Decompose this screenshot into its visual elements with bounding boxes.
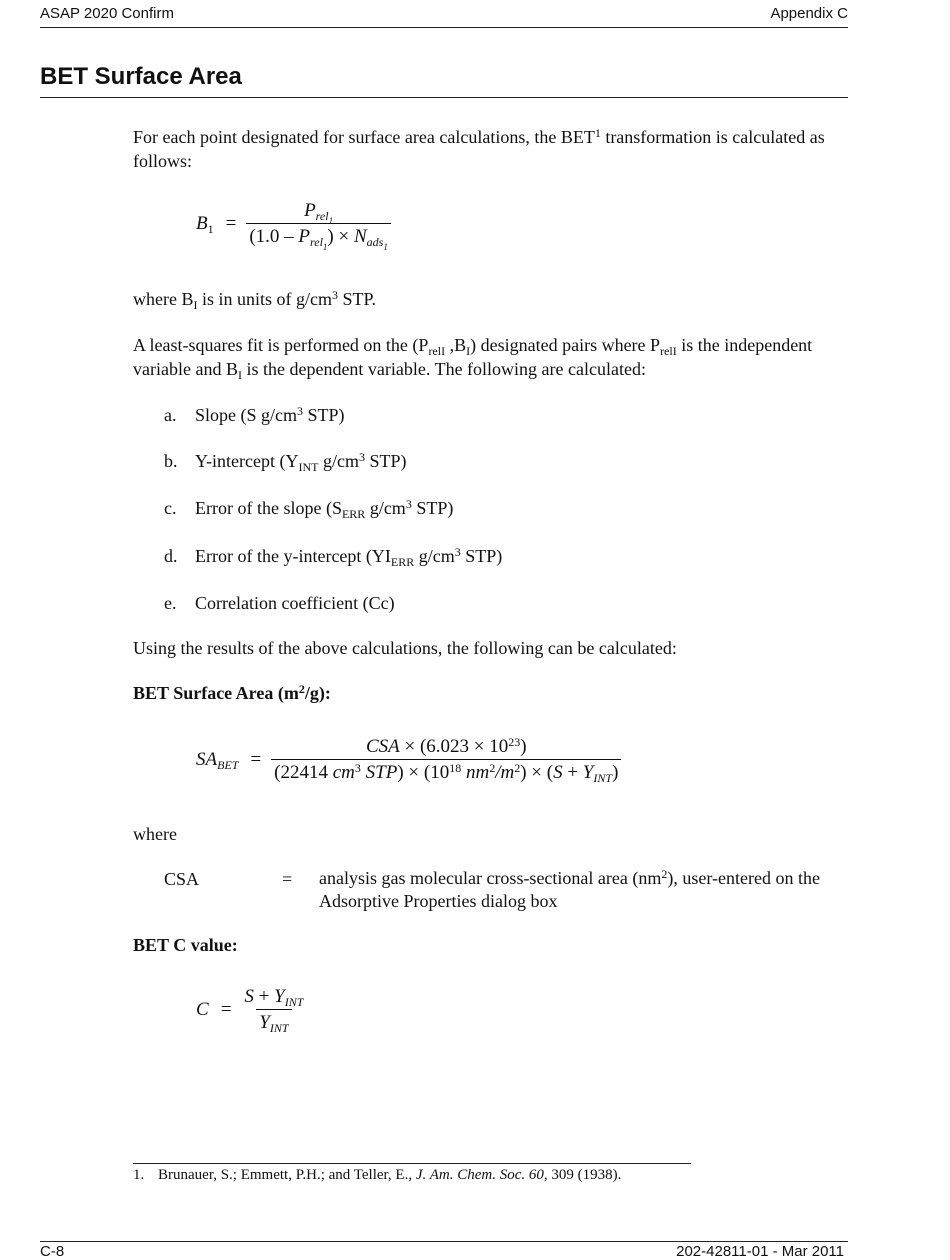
footnote-ref[interactable]: 1 xyxy=(594,126,601,140)
title-rule xyxy=(40,97,848,98)
document-number: 202-42811-01 - Mar 2011 xyxy=(676,1243,844,1260)
least-squares-paragraph: A least-squares fit is performed on the ($P_{relI}$ $,B_I$) designated pairs where $P_{relI}$ is the independent variable and $B_I$ is the dependent variable. The following are calculated: xyxy=(133,335,813,382)
where-label: where xyxy=(133,824,177,844)
running-header-left: ASAP 2020 Confirm xyxy=(40,5,174,22)
header-rule xyxy=(40,27,848,28)
bet-surface-area-heading: BET Surface Area $(m^2/g)$: xyxy=(133,682,331,703)
bet-surface-area-equation: $SA_{BET}$ = $\frac{CSA \times (6.023 \times 10^{23})}{(22414 cm^3 STP) \times (10^{18} nm^2/m^2) \times (S + Y_{INT})}$ xyxy=(196,736,621,784)
csa-definition: analysis gas molecular cross-sectional area $(nm^2)$, user-entered on the Adsorptive Properties dialog box xyxy=(319,867,820,911)
list-item: c. Error of the slope ($S_{ERR}$ $g/cm^3$ STP) xyxy=(164,497,454,521)
section-title: BET Surface Area xyxy=(40,63,242,90)
csa-equals: = xyxy=(282,869,293,889)
footnote: 1. Brunauer, S.; Emmett, P.H.; and Teller, E., J. Am. Chem. Soc. 60, 309 (1938). xyxy=(133,1167,622,1183)
bet-c-value-equation: C = $\frac{S + Y_{INT}}{Y_{INT}}$ xyxy=(196,986,304,1035)
footer-rule xyxy=(40,1241,848,1242)
list-item: b. Y-intercept ($Y_{INT}$ $g/cm^3$ STP) xyxy=(164,450,407,474)
units-note: where $B_I$ is in units of $g/cm^3$ STP. xyxy=(133,288,377,312)
running-header-right: Appendix C xyxy=(770,5,848,22)
list-item: e. Correlation coefficient (Cc) xyxy=(164,593,395,613)
list-item: a. Slope (S $g/cm^3$ STP) xyxy=(164,404,345,425)
csa-term: CSA xyxy=(164,869,200,889)
using-results-text: Using the results of the above calculations, the following can be calculated: xyxy=(133,638,677,658)
footnote-rule xyxy=(133,1163,691,1164)
bet-transformation-equation: $B_1$ = $\frac{P_{rel_1}}{(1.0 - P_{rel_1}) \times N_{ads_1}}$ xyxy=(196,200,391,248)
intro-paragraph: For each point designated for surface area calculations, the BET$^1$ transformation is calculated as follows: xyxy=(133,126,825,171)
list-item: d. Error of the y-intercept ($YI_{ERR}$ $g/cm^3$ STP) xyxy=(164,545,503,569)
page-number: C-8 xyxy=(40,1243,65,1260)
bet-c-value-heading: BET C value: xyxy=(133,935,238,955)
